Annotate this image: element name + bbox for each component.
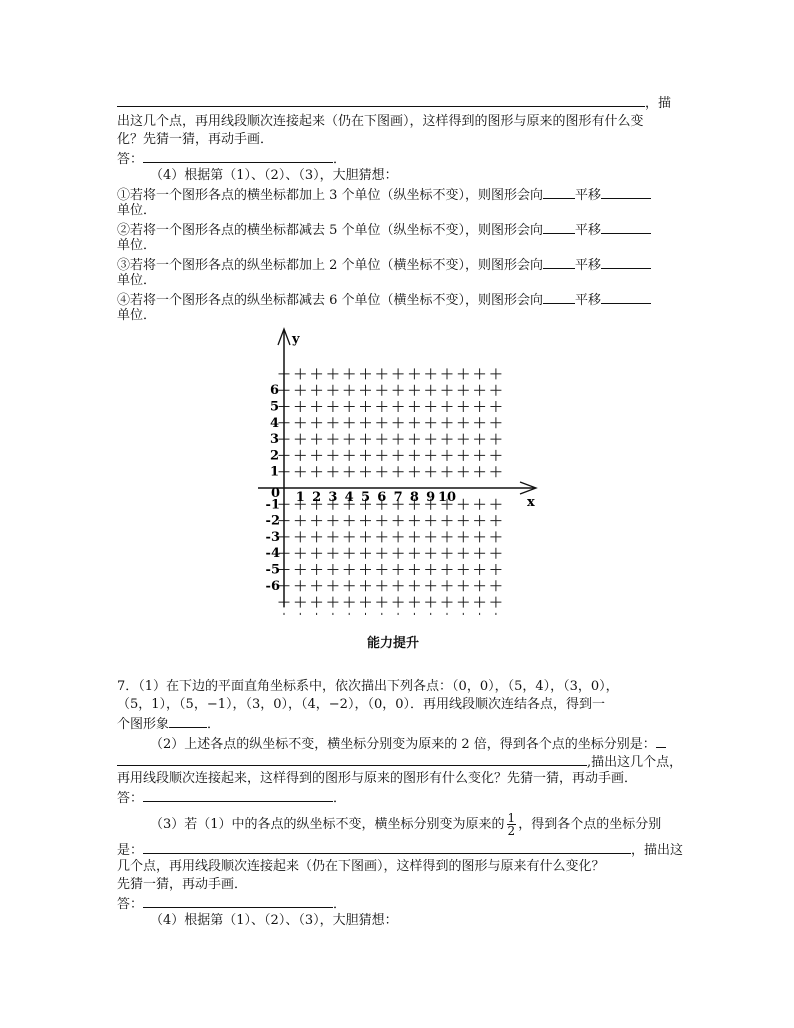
grid-mark <box>327 401 338 412</box>
grid-mark <box>344 450 355 461</box>
grid-mark <box>409 613 420 615</box>
p7-part2-line3: 再用线段顺次连接起来，这样得到的图形与原来的图形有什么变化？先猜一猜，再动手画． <box>117 771 638 786</box>
guess-1: ①若将一个图形各点的横坐标都加上 3 个单位（纵坐标不变），则图形会向 平移 <box>117 186 651 204</box>
answer-blank[interactable] <box>117 753 587 766</box>
grid-mark <box>393 597 404 608</box>
guess-2-end: 单位． <box>117 238 157 253</box>
answer-blank[interactable] <box>169 715 207 728</box>
answer-blank[interactable] <box>543 186 575 199</box>
grid-mark <box>311 515 322 526</box>
y-tick-label: -2 <box>265 513 280 529</box>
grid-mark <box>376 466 387 477</box>
answer-blank[interactable] <box>143 789 333 802</box>
answer-blank[interactable] <box>601 221 651 234</box>
coordinate-grid <box>250 325 550 615</box>
grid-mark <box>409 401 420 412</box>
grid-mark <box>360 385 371 396</box>
grid-mark <box>425 368 436 379</box>
grid-mark <box>474 548 485 559</box>
grid-mark <box>458 450 469 461</box>
grid-mark <box>344 401 355 412</box>
y-tick-label: -5 <box>265 562 280 578</box>
grid-mark <box>409 466 420 477</box>
grid-mark <box>376 613 387 615</box>
grid-mark <box>490 401 501 412</box>
answer-blank[interactable] <box>143 895 333 908</box>
y-tick-label: 6 <box>269 383 279 399</box>
grid-mark <box>393 515 404 526</box>
grid-mark <box>311 401 322 412</box>
p7-line2: （5，1），（5，−1），（3，0），（4，−2），（0，0）．再用线段顺次连结各点，得到一 <box>117 697 605 712</box>
grid-mark <box>393 450 404 461</box>
grid-mark <box>295 401 306 412</box>
grid-mark <box>474 597 485 608</box>
grid-mark <box>474 450 485 461</box>
grid-mark <box>442 434 453 445</box>
grid-mark <box>360 531 371 542</box>
grid-mark <box>360 613 371 615</box>
text-line: 化？先猜一猜，再动手画． <box>117 132 274 147</box>
grid-mark <box>344 564 355 575</box>
p7-part3-line3: 几个点，再用线段顺次连接起来（仍在下图画），这样得到的图形与原来有什么变化？ <box>117 859 605 874</box>
grid-mark <box>311 564 322 575</box>
grid-mark <box>425 434 436 445</box>
grid-mark <box>376 515 387 526</box>
grid-mark <box>376 401 387 412</box>
grid-mark <box>490 368 501 379</box>
grid-mark <box>393 385 404 396</box>
grid-mark <box>360 368 371 379</box>
grid-mark <box>458 499 469 510</box>
grid-mark <box>442 368 453 379</box>
y-tick-label: -4 <box>265 546 280 562</box>
x-tick-label: 4 <box>344 490 354 505</box>
grid-mark <box>474 385 485 396</box>
grid-mark <box>474 401 485 412</box>
grid-mark <box>295 466 306 477</box>
section-heading: 能力提升 <box>367 636 420 651</box>
grid-mark <box>279 613 290 615</box>
grid-mark <box>442 401 453 412</box>
grid-mark <box>360 401 371 412</box>
grid-mark <box>458 515 469 526</box>
grid-mark <box>295 385 306 396</box>
x-tick-label: 6 <box>377 490 387 505</box>
grid-mark <box>360 515 371 526</box>
grid-mark <box>376 548 387 559</box>
grid-mark <box>393 466 404 477</box>
p7-part3: （3）若（1）中的各点的纵坐标不变，横坐标分别变为原来的 $\frac{1}{2}$ ，得到各个点的坐标分别 <box>150 811 662 838</box>
x-tick-label: 8 <box>409 490 419 505</box>
grid-mark <box>425 450 436 461</box>
x-tick-label: 10 <box>437 490 457 505</box>
grid-mark <box>442 466 453 477</box>
grid-mark <box>490 613 501 615</box>
answer-blank[interactable] <box>543 221 575 234</box>
grid-mark <box>344 515 355 526</box>
grid-mark <box>490 564 501 575</box>
answer-blank[interactable] <box>543 291 575 304</box>
grid-mark <box>474 499 485 510</box>
grid-mark <box>295 597 306 608</box>
grid-mark <box>442 548 453 559</box>
grid-mark <box>425 564 436 575</box>
grid-mark <box>409 531 420 542</box>
answer-blank[interactable] <box>601 256 651 269</box>
grid-mark <box>344 434 355 445</box>
y-tick-label: 5 <box>269 399 279 415</box>
grid-mark <box>344 548 355 559</box>
grid-mark <box>327 385 338 396</box>
grid-mark <box>295 580 306 591</box>
x-tick-label: 1 <box>295 490 305 505</box>
grid-mark <box>344 368 355 379</box>
grid-mark <box>376 580 387 591</box>
p7-answer-2: 答： ． <box>117 897 347 912</box>
grid-mark <box>442 385 453 396</box>
y-tick-label: 2 <box>269 448 279 464</box>
grid-mark <box>327 597 338 608</box>
grid-mark <box>327 564 338 575</box>
grid-mark <box>311 385 322 396</box>
guess-4: ④若将一个图形各点的纵坐标都减去 6 个单位（横坐标不变），则图形会向 平移 <box>117 291 651 309</box>
grid-mark <box>344 613 355 615</box>
p7-part3-line4: 先猜一猜，再动手画． <box>117 877 248 892</box>
grid-mark <box>442 417 453 428</box>
p7-part2-cont: ,描出这几个点， <box>117 753 682 771</box>
grid-mark <box>409 385 420 396</box>
y-axis-label: y <box>292 332 300 347</box>
grid-mark <box>327 368 338 379</box>
grid-mark <box>458 417 469 428</box>
grid-mark <box>295 548 306 559</box>
grid-mark <box>311 597 322 608</box>
grid-mark <box>360 580 371 591</box>
grid-mark <box>490 548 501 559</box>
grid-mark <box>490 597 501 608</box>
grid-mark <box>458 580 469 591</box>
grid-mark <box>295 613 306 615</box>
grid-mark <box>393 548 404 559</box>
grid-mark <box>490 434 501 445</box>
grid-mark <box>425 385 436 396</box>
grid-mark <box>295 368 306 379</box>
guess-1-end: 单位． <box>117 203 157 218</box>
grid-mark <box>442 613 453 615</box>
grid-mark <box>393 368 404 379</box>
grid-mark <box>458 548 469 559</box>
grid-mark <box>458 368 469 379</box>
y-tick-label: -3 <box>265 529 280 545</box>
guess-4-end: 单位． <box>117 308 157 323</box>
grid-mark <box>442 580 453 591</box>
grid-mark <box>458 531 469 542</box>
grid-mark <box>425 401 436 412</box>
y-tick-label: 4 <box>269 415 279 431</box>
grid-mark <box>490 531 501 542</box>
answer-blank[interactable] <box>601 291 651 304</box>
grid-mark <box>376 368 387 379</box>
grid-mark <box>393 417 404 428</box>
text-line: 出这几个点，再用线段顺次连接起来（仍在下图画），这样得到的图形与原来的图形有什么变 <box>117 114 644 129</box>
grid-mark <box>327 466 338 477</box>
x-tick-label: 9 <box>426 490 436 505</box>
grid-mark <box>295 417 306 428</box>
answer-blank[interactable] <box>656 735 666 748</box>
grid-mark <box>458 401 469 412</box>
grid-mark <box>327 613 338 615</box>
grid-mark <box>327 580 338 591</box>
grid-mark <box>425 597 436 608</box>
grid-mark <box>311 531 322 542</box>
text-fragment: ，描 <box>645 96 672 111</box>
grid-mark <box>295 531 306 542</box>
answer-blank[interactable] <box>601 186 651 199</box>
fraction-one-half: $\frac{1}{2}$ <box>507 811 516 838</box>
grid-mark <box>360 434 371 445</box>
grid-mark <box>376 385 387 396</box>
grid-mark <box>311 580 322 591</box>
grid-mark <box>474 613 485 615</box>
grid-mark <box>442 531 453 542</box>
grid-mark <box>311 466 322 477</box>
grid-mark <box>409 548 420 559</box>
x-tick-label: 7 <box>393 490 403 505</box>
x-tick-label: 5 <box>360 490 371 505</box>
grid-mark <box>360 564 371 575</box>
grid-mark <box>344 597 355 608</box>
p7-answer: 答： ． <box>117 791 347 806</box>
p7-line3: 个图形象 ． <box>117 717 221 732</box>
grid-mark <box>490 580 501 591</box>
grid-mark <box>425 515 436 526</box>
grid-mark <box>425 580 436 591</box>
grid-mark <box>376 434 387 445</box>
grid-mark <box>474 466 485 477</box>
grid-mark <box>409 417 420 428</box>
y-tick-label: -1 <box>265 497 280 513</box>
grid-mark <box>458 434 469 445</box>
grid-mark <box>458 385 469 396</box>
grid-mark <box>393 401 404 412</box>
blank-line-top <box>117 94 671 112</box>
grid-mark <box>409 515 420 526</box>
grid-mark <box>360 450 371 461</box>
answer-blank[interactable] <box>543 256 575 269</box>
x-tick-label: 3 <box>328 490 338 505</box>
grid-mark <box>376 450 387 461</box>
grid-mark <box>376 531 387 542</box>
grid-mark <box>458 466 469 477</box>
origin-label: 0 <box>271 486 281 501</box>
answer-line: 答： ． <box>117 152 347 167</box>
grid-mark <box>409 368 420 379</box>
x-axis-label: x <box>527 495 535 510</box>
guess-3-end: 单位． <box>117 273 157 288</box>
guess-3: ③若将一个图形各点的纵坐标都加上 2 个单位（横坐标不变），则图形会向 平移 <box>117 256 651 274</box>
grid-mark <box>442 515 453 526</box>
grid-mark <box>425 531 436 542</box>
answer-blank[interactable] <box>143 841 631 854</box>
grid-mark <box>344 466 355 477</box>
grid-mark <box>327 450 338 461</box>
y-tick-label: 1 <box>269 464 279 480</box>
answer-blank[interactable] <box>143 150 333 163</box>
grid-mark <box>327 434 338 445</box>
grid-mark <box>393 434 404 445</box>
grid-mark <box>474 515 485 526</box>
grid-mark <box>311 450 322 461</box>
grid-mark <box>425 548 436 559</box>
grid-mark <box>458 597 469 608</box>
grid-mark <box>311 417 322 428</box>
grid-mark <box>344 580 355 591</box>
grid-mark <box>311 548 322 559</box>
grid-mark <box>376 417 387 428</box>
grid-mark <box>442 450 453 461</box>
grid-mark <box>442 597 453 608</box>
p7-part3-cont: 是： ，描出这 <box>117 843 684 858</box>
grid-mark <box>360 466 371 477</box>
grid-mark <box>458 564 469 575</box>
p7-line1: 7．（1）在下边的平面直角坐标系中，依次描出下列各点：（0，0），（5，4），（3，0）， <box>117 679 619 694</box>
grid-mark <box>425 613 436 615</box>
grid-mark <box>409 564 420 575</box>
grid-mark <box>311 613 322 615</box>
grid-mark <box>393 564 404 575</box>
p7-part4: （4）根据第（1）、（2）、（3），大胆猜想： <box>150 913 398 928</box>
grid-mark <box>442 564 453 575</box>
grid-mark <box>474 434 485 445</box>
grid-mark <box>425 466 436 477</box>
grid-mark <box>409 450 420 461</box>
grid-mark <box>311 368 322 379</box>
grid-mark <box>409 597 420 608</box>
grid-mark <box>295 515 306 526</box>
grid-mark <box>376 564 387 575</box>
p7-part2: （2）上述各点的纵坐标不变，横坐标分别变为原来的 2 倍，得到各个点的坐标分别是： <box>150 735 666 753</box>
grid-mark <box>474 531 485 542</box>
grid-mark <box>360 417 371 428</box>
grid-mark <box>490 499 501 510</box>
y-tick-label: -6 <box>265 578 280 594</box>
answer-blank[interactable] <box>117 94 645 107</box>
grid-mark <box>474 368 485 379</box>
grid-mark <box>490 515 501 526</box>
grid-mark <box>490 385 501 396</box>
grid-mark <box>295 564 306 575</box>
grid-mark <box>474 564 485 575</box>
x-tick-label: 2 <box>312 490 322 505</box>
grid-mark <box>295 450 306 461</box>
grid-mark <box>474 580 485 591</box>
grid-mark <box>409 434 420 445</box>
grid-mark <box>344 531 355 542</box>
grid-mark <box>490 417 501 428</box>
grid-mark <box>360 597 371 608</box>
grid-mark <box>458 613 469 615</box>
grid-mark <box>425 417 436 428</box>
grid-mark <box>344 385 355 396</box>
grid-mark <box>327 548 338 559</box>
grid-mark <box>327 515 338 526</box>
y-tick-label: 3 <box>269 432 279 448</box>
grid-mark <box>490 450 501 461</box>
grid-mark <box>393 613 404 615</box>
q4-intro: （4）根据第（1）、（2）、（3），大胆猜想： <box>150 168 398 183</box>
grid-mark <box>490 466 501 477</box>
grid-mark <box>360 548 371 559</box>
grid-mark <box>409 580 420 591</box>
grid-mark <box>474 417 485 428</box>
grid-mark <box>393 531 404 542</box>
guess-2: ②若将一个图形各点的横坐标都减去 5 个单位（纵坐标不变），则图形会向 平移 <box>117 221 651 239</box>
grid-mark <box>327 531 338 542</box>
grid-mark <box>376 597 387 608</box>
grid-mark <box>311 434 322 445</box>
grid-mark <box>327 417 338 428</box>
grid-mark <box>393 580 404 591</box>
grid-mark <box>344 417 355 428</box>
grid-mark <box>295 434 306 445</box>
